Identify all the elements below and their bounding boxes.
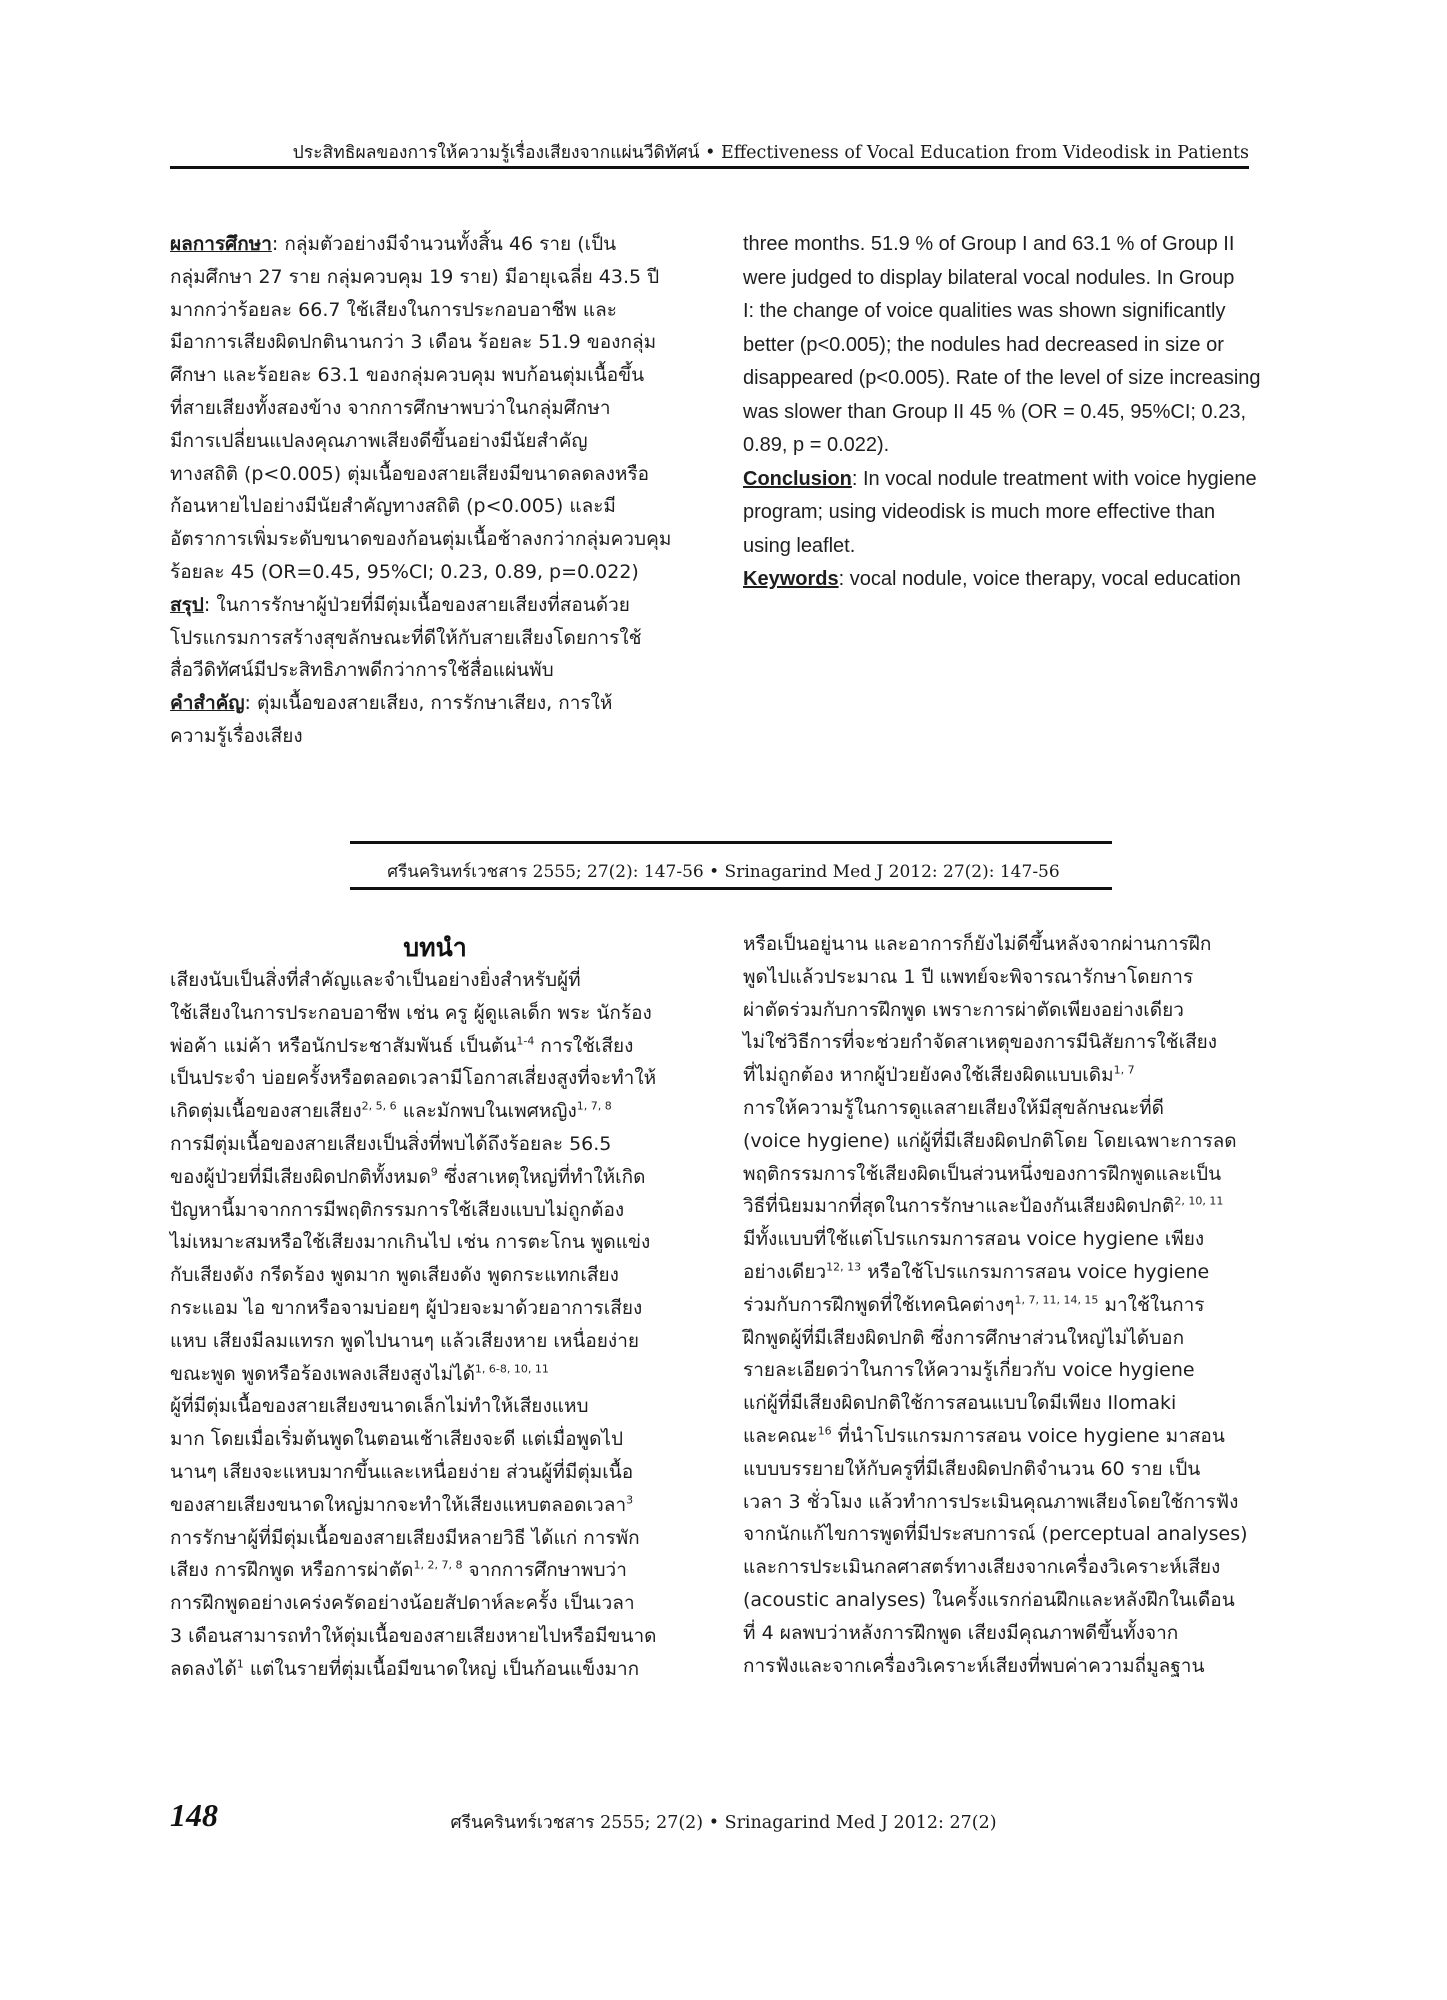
abstract-line: three months. 51.9 % of Group I and 63.1 % of Group II xyxy=(743,233,1235,255)
paragraph-line xyxy=(170,997,710,1030)
paragraph-line xyxy=(170,1226,710,1259)
line-text: และมักพบในเพศหญิง xyxy=(396,1100,577,1123)
line-text: ผ่าตัดร่วมกับการฝึกพูด เพราะการผ่าตัดเพียงอย่างเดียว xyxy=(743,998,1184,1021)
line-text: แบบบรรยายให้กับครูที่มีเสียงผิดปกติจำนวน 60 ราย เป็น xyxy=(743,1457,1201,1480)
abstract-line: ความรู้เรื่องเสียง xyxy=(170,724,303,747)
running-header: ประสิทธิผลของการให้ความรู้เรื่องเสียงจากแผ่นวีดิทัศน์ • Effectiveness of Vocal Education from Videodisk in Patients xyxy=(292,143,1249,163)
abstract-line: using leaflet. xyxy=(743,534,856,557)
paragraph-line xyxy=(170,1489,710,1522)
line-text: เวลา 3 ชั่วโมง แล้วทำการประเมินคุณภาพเสียงโดยใช้การฟัง xyxy=(743,1490,1239,1513)
abstract-line: disappeared (p<0.005). Rate of the level of size increasing xyxy=(743,367,1261,389)
results-label-thai: ผลการศึกษา xyxy=(170,233,272,255)
line-text: การให้ความรู้ในการดูแลสายเสียงให้มีสุขลักษณะที่ดี xyxy=(743,1096,1165,1119)
line-text: ที่ไม่ถูกต้อง หากผู้ป่วยยังคงใช้เสียงผิดแบบเดิม xyxy=(743,1064,1114,1087)
abstract-line: ก้อนหายไปอย่างมีนัยสำคัญทางสถิติ (p<0.005) และมี xyxy=(170,495,616,518)
line-text: ลดลงได้ xyxy=(170,1657,237,1680)
reference-superscript: 3 xyxy=(626,1493,634,1507)
abstract-line: was slower than Group II 45 % (OR = 0.45, 95%CI; 0.23, xyxy=(743,400,1247,423)
line-text: ผู้ที่มีตุ่มเนื้อของสายเสียงขนาดเล็กไม่ทำให้เสียงแหบ xyxy=(170,1395,589,1418)
reference-superscript: 1, 6-8, 10, 11 xyxy=(474,1362,549,1376)
conclusion-label-english: Conclusion xyxy=(743,467,852,490)
line-text: เสียง การฝึกพูด หรือการผ่าตัด xyxy=(170,1559,414,1582)
abstract-line: better (p<0.005); the nodules had decreased in size or xyxy=(743,333,1224,356)
reference-superscript: 1, 2, 7, 8 xyxy=(413,1559,463,1573)
line-text: การใช้เสียง xyxy=(534,1034,634,1057)
paragraph-line xyxy=(743,1026,1283,1059)
paragraph-line xyxy=(170,1522,710,1555)
abstract-line: 0.89, p = 0.022). xyxy=(743,434,890,456)
line-text: ของผู้ป่วยที่มีเสียงผิดปกติทั้งหมด xyxy=(170,1165,431,1188)
abstract-line: : In vocal nodule treatment with voice hygiene xyxy=(851,467,1257,490)
paragraph-line xyxy=(743,1289,1283,1322)
line-text: พ่อค้า แม่ค้า หรือนักประชาสัมพันธ์ เป็นต้น xyxy=(170,1034,517,1057)
abstract-line: มากกว่าร้อยละ 66.7 ใช้เสียงในการประกอบอาชีพ และ xyxy=(170,298,617,321)
abstract-line: ศึกษา และร้อยละ 63.1 ของกลุ่มควบคุม พบก้อนตุ่มเนื้อขึ้น xyxy=(170,364,645,387)
abstract-line: : กลุ่มตัวอย่างมีจำนวนทั้งสิ้น 46 ราย (เป็น xyxy=(271,233,617,255)
paragraph-line xyxy=(170,1325,710,1358)
abstract-line: อัตราการเพิ่มระดับขนาดของก้อนตุ่มเนื้อช้าลงกว่ากลุ่มควบคุม xyxy=(170,528,672,551)
paragraph-line xyxy=(170,1358,710,1391)
line-text: แต่ในรายที่ตุ่มเนื้อมีขนาดใหญ่ เป็นก้อนแข็งมาก xyxy=(243,1657,640,1680)
line-text: ของสายเสียงขนาดใหญ่มากจะทำให้เสียงแหบตลอดเวลา xyxy=(170,1493,627,1516)
paragraph-line xyxy=(170,1062,710,1095)
line-text: (voice hygiene) แก่ผู้ที่มีเสียงผิดปกติโดย โดยเฉพาะการลด xyxy=(743,1129,1237,1152)
abstract-line: were judged to display bilateral vocal nodules. In Group xyxy=(743,266,1235,289)
paragraph-line xyxy=(743,994,1283,1027)
paragraph-line xyxy=(743,961,1283,994)
paragraph-line xyxy=(743,1354,1283,1387)
paragraph-line xyxy=(743,1486,1283,1519)
line-text: การรักษาผู้ที่มีตุ่มเนื้อของสายเสียงมีหลายวิธี ได้แก่ การพัก xyxy=(170,1526,640,1549)
paragraph-line xyxy=(743,1059,1283,1092)
line-text: นานๆ เสียงจะแหบมากขึ้นและเหนื่อยง่าย ส่วนผู้ที่มีตุ่มเนื้อ xyxy=(170,1460,634,1483)
abstract-line: โปรแกรมการสร้างสุขลักษณะที่ดีให้กับสายเสียงโดยการใช้ xyxy=(170,626,642,649)
line-text: จากการศึกษาพบว่า xyxy=(462,1559,627,1582)
abstract-line: ร้อยละ 45 (OR=0.45, 95%CI; 0.23, 0.89, p=0.022) xyxy=(170,560,639,583)
line-text: มีทั้งแบบที่ใช้แต่โปรแกรมการสอน voice hygiene เพียง xyxy=(743,1228,1205,1251)
line-text: การฝึกพูดอย่างเคร่งครัดอย่างน้อยสัปดาห์ละครั้ง เป็นเวลา xyxy=(170,1592,635,1615)
keywords-label-thai: คำสำคัญ xyxy=(170,692,245,715)
line-text: จากนักแก้ไขการพูดที่มีประสบการณ์ (perceptual analyses) xyxy=(743,1523,1248,1546)
paragraph-line xyxy=(743,1650,1283,1683)
reference-superscript: 2, 10, 11 xyxy=(1174,1195,1224,1209)
reference-superscript: 1, 7, 11, 14, 15 xyxy=(1014,1293,1099,1307)
line-text: 3 เดือนสามารถทำให้ตุ่มเนื้อของสายเสียงหายไปหรือมีขนาด xyxy=(170,1624,657,1647)
abstract-line: program; using videodisk is much more effective than xyxy=(743,501,1216,523)
line-text: ปัญหานี้มาจากการมีพฤติกรรมการใช้เสียงแบบไม่ถูกต้อง xyxy=(170,1198,625,1221)
abstract-line: ทางสถิติ (p<0.005) ตุ่มเนื้อของสายเสียงมีขนาดลดลงหรือ xyxy=(170,462,650,485)
line-text: เป็นประจำ บ่อยครั้งหรือตลอดเวลามีโอกาสเสี่ยงสูงที่จะทำให้ xyxy=(170,1067,657,1090)
header-rule xyxy=(170,166,1249,169)
conclusion-heading-line xyxy=(743,463,1283,497)
line-text: แก่ผู้ที่มีเสียงผิดปกติใช้การสอนแบบใดมีเพียง Ilomaki xyxy=(743,1392,1177,1415)
line-text: การมีตุ่มเนื้อของสายเสียงเป็นสิ่งที่พบได้ถึงร้อยละ 56.5 xyxy=(170,1132,612,1155)
keywords-heading-line xyxy=(743,563,1283,597)
line-text: กระแอม ไอ ขากหรือจามบ่อยๆ ผู้ป่วยจะมาด้วยอาการเสียง xyxy=(170,1296,643,1319)
paragraph-line xyxy=(743,1256,1283,1289)
reference-superscript: 1, 7, 8 xyxy=(576,1099,612,1113)
reference-superscript: 1 xyxy=(236,1657,244,1671)
keywords-label-english: Keywords xyxy=(743,568,839,590)
reference-superscript: 2, 5, 6 xyxy=(361,1099,397,1113)
reference-superscript: 9 xyxy=(430,1165,438,1179)
line-text: รายละเอียดว่าในการให้ความรู้เกี่ยวกับ voice hygiene xyxy=(743,1359,1195,1382)
reference-superscript: 1, 7 xyxy=(1113,1063,1135,1077)
abstract-line: I: the change of voice qualities was shown significantly xyxy=(743,300,1226,322)
abstract-line: มีอาการเสียงผิดปกตินานกว่า 3 เดือน ร้อยละ 51.9 ของกลุ่ม xyxy=(170,331,657,354)
paragraph-line xyxy=(743,1387,1283,1420)
line-text: วิธีที่นิยมมากที่สุดในการรักษาและป้องกันเสียงผิดปกติ xyxy=(743,1195,1175,1218)
paragraph-line xyxy=(170,1194,710,1227)
line-text: อย่างเดียว xyxy=(743,1260,827,1283)
footer-journal: ศรีนครินทร์เวชสาร 2555; 27(2) • Srinagarind Med J 2012: 27(2) xyxy=(450,1813,997,1833)
conclusion-heading-line xyxy=(170,589,700,622)
abstract-english xyxy=(743,228,1283,597)
line-text: เสียงนับเป็นสิ่งที่สำคัญและจำเป็นอย่างยิ่งสำหรับผู้ที่ xyxy=(170,969,581,991)
paragraph-line xyxy=(170,1128,710,1161)
abstract-line: : ในการรักษาผู้ป่วยที่มีตุ่มเนื้อของสายเสียงที่สอนด้วย xyxy=(203,593,630,616)
paragraph-line xyxy=(743,1092,1283,1125)
line-text: กับเสียงดัง กรีดร้อง พูดมาก พูดเสียงดัง พูดกระแทกเสียง xyxy=(170,1264,619,1287)
paragraph-line xyxy=(170,1390,710,1423)
paragraph-line xyxy=(170,964,710,997)
paragraph-line xyxy=(170,1554,710,1587)
paragraph-line xyxy=(170,1259,710,1292)
paragraph-line xyxy=(743,1518,1283,1551)
paragraph-line xyxy=(743,1551,1283,1584)
line-text: และคณะ xyxy=(743,1424,818,1447)
paragraph-line xyxy=(743,1125,1283,1158)
paragraph-line xyxy=(743,1158,1283,1191)
paragraph-line xyxy=(743,1190,1283,1223)
line-text: ร่วมกับการฝึกพูดที่ใช้เทคนิคต่างๆ xyxy=(743,1293,1015,1316)
paragraph-line xyxy=(170,1620,710,1653)
section-heading: บทนำ xyxy=(403,933,467,962)
page-number: 148 xyxy=(170,1797,218,1833)
paragraph-line xyxy=(743,928,1283,961)
keywords-heading-line xyxy=(170,687,700,720)
line-text: ที่ 4 ผลพบว่าหลังการฝึกพูด เสียงมีคุณภาพดีขึ้นทั้งจาก xyxy=(743,1621,1179,1644)
line-text: พฤติกรรมการใช้เสียงผิดเป็นส่วนหนึ่งของการฝึกพูดและเป็น xyxy=(743,1162,1222,1185)
line-text: มาก โดยเมื่อเริ่มต้นพูดในตอนเช้าเสียงจะดี แต่เมื่อพูดไป xyxy=(170,1428,624,1451)
line-text: ใช้เสียงในการประกอบอาชีพ เช่น ครู ผู้ดูแลเด็ก พระ นักร้อง xyxy=(170,1001,652,1024)
abstract-line: : ตุ่มเนื้อของสายเสียง, การรักษาเสียง, การให้ xyxy=(244,692,613,715)
paragraph-line xyxy=(743,1322,1283,1355)
abstract-line: สื่อวีดิทัศน์มีประสิทธิภาพดีกว่าการใช้สื่อแผ่นพับ xyxy=(170,659,554,682)
line-text: ไม่เหมาะสมหรือใช้เสียงมากเกินไป เช่น การตะโกน พูดแข่ง xyxy=(170,1231,651,1254)
line-text: ที่นำโปรแกรมการสอน voice hygiene มาสอน xyxy=(831,1424,1225,1447)
citation-rule-top xyxy=(350,841,1112,844)
paragraph-line xyxy=(170,1653,710,1686)
line-text: ฝึกพูดผู้ที่มีเสียงผิดปกติ ซึ่งการศึกษาส่วนใหญ่ไม่ได้บอก xyxy=(743,1326,1185,1349)
reference-superscript: 1-4 xyxy=(516,1034,535,1048)
paragraph-line xyxy=(170,1161,710,1194)
line-text: และการประเมินกลศาสตร์ทางเสียงจากเครื่องวิเคราะห์เสียง xyxy=(743,1556,1221,1579)
abstract-line: กลุ่มศึกษา 27 ราย กลุ่มควบคุม 19 ราย) มีอายุเฉลี่ย 43.5 ปี xyxy=(170,265,660,288)
paragraph-line xyxy=(170,1292,710,1325)
conclusion-label-thai: สรุป xyxy=(170,593,204,616)
paragraph-line xyxy=(743,1453,1283,1486)
line-text: หรือใช้โปรแกรมการสอน voice hygiene xyxy=(861,1260,1210,1283)
abstract-thai xyxy=(170,228,700,753)
results-heading-line xyxy=(170,228,700,261)
reference-superscript: 16 xyxy=(817,1424,832,1438)
line-text: (acoustic analyses) ในครั้งแรกก่อนฝึกและหลังฝึกในเดือน xyxy=(743,1588,1235,1611)
line-text: แหบ เสียงมีลมแทรก พูดไปนานๆ แล้วเสียงหาย เหนื่อยง่าย xyxy=(170,1329,640,1352)
reference-superscript: 12, 13 xyxy=(826,1260,862,1274)
intro-left-column xyxy=(170,964,710,1686)
line-text: ขณะพูด พูดหรือร้องเพลงเสียงสูงไม่ได้ xyxy=(170,1362,475,1385)
line-text: หรือเป็นอยู่นาน และอาการก็ยังไม่ดีขึ้นหลังจากผ่านการฝึก xyxy=(743,933,1212,955)
abstract-line: ที่สายเสียงทั้งสองข้าง จากการศึกษาพบว่าในกลุ่มศึกษา xyxy=(170,396,611,419)
paragraph-line xyxy=(743,1617,1283,1650)
line-text: พูดไปแล้วประมาณ 1 ปี แพทย์จะพิจารณารักษาโดยการ xyxy=(743,965,1194,988)
paragraph-line xyxy=(743,1420,1283,1453)
paragraph-line xyxy=(170,1095,710,1128)
line-text: เกิดตุ่มเนื้อของสายเสียง xyxy=(170,1100,362,1123)
paragraph-line xyxy=(170,1030,710,1063)
line-text: การฟังและจากเครื่องวิเคราะห์เสียงที่พบค่าความถี่มูลฐาน xyxy=(743,1654,1205,1677)
intro-right-column xyxy=(743,928,1283,1682)
keywords-text: : vocal nodule, voice therapy, vocal education xyxy=(838,568,1241,590)
paragraph-line xyxy=(170,1456,710,1489)
paragraph-line xyxy=(743,1584,1283,1617)
line-text: มาใช้ในการ xyxy=(1098,1293,1205,1316)
line-text: ซึ่งสาเหตุใหญ่ที่ทำให้เกิด xyxy=(437,1165,646,1188)
paragraph-line xyxy=(743,1223,1283,1256)
line-text: ไม่ใช่วิธีการที่จะช่วยกำจัดสาเหตุของการมีนิสัยการใช้เสียง xyxy=(743,1031,1218,1054)
citation-rule-bottom xyxy=(350,887,1112,890)
paragraph-line xyxy=(170,1423,710,1456)
citation: ศรีนครินทร์เวชสาร 2555; 27(2): 147-56 • Srinagarind Med J 2012: 27(2): 147-56 xyxy=(387,862,1060,882)
paragraph-line xyxy=(170,1587,710,1620)
abstract-line: มีการเปลี่ยนแปลงคุณภาพเสียงดีขึ้นอย่างมีนัยสำคัญ xyxy=(170,429,588,452)
